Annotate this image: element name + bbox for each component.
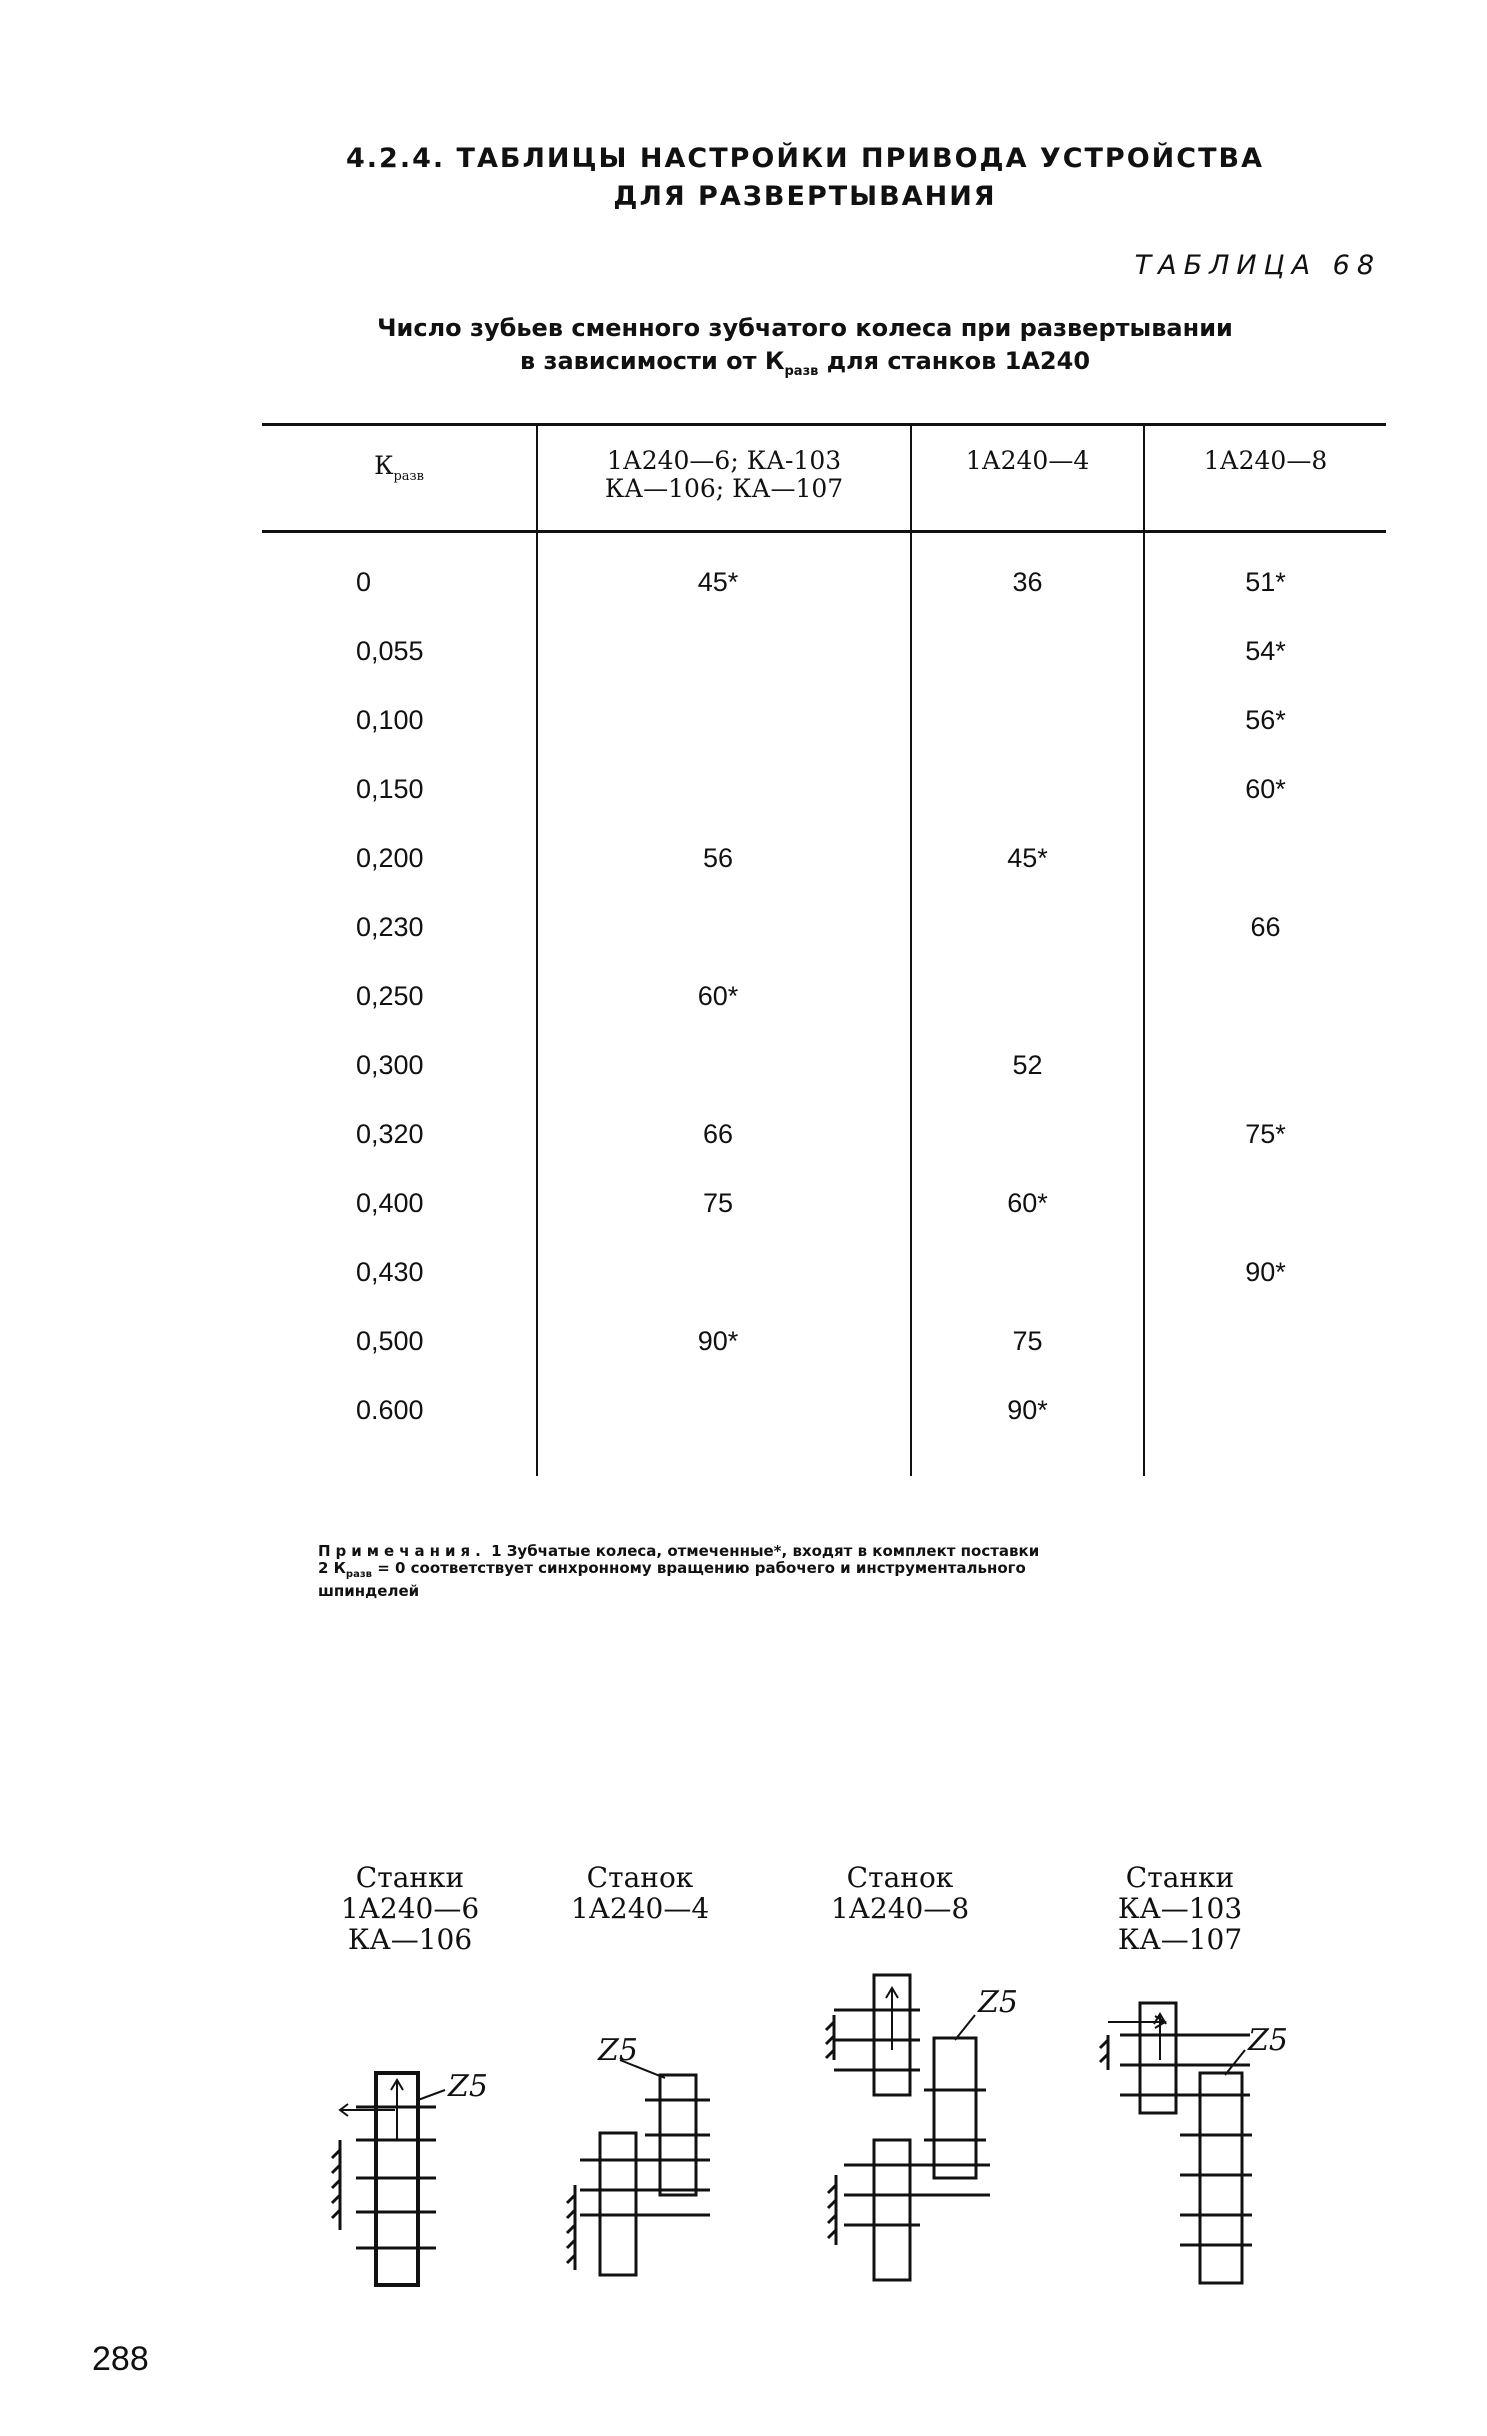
table-cell-c1: 60*: [697, 981, 739, 1011]
machine-caption-2: Станок 1А240—4: [570, 1861, 710, 1925]
table-cell-k: 0,100: [356, 705, 424, 735]
z5-label-2: Z5: [598, 2033, 638, 2068]
gear-diagram-3: [826, 1975, 990, 2280]
header-col1: 1А240—6; КА-103 КА—106; КА—107: [604, 446, 844, 503]
gear-diagram-1: [332, 2073, 445, 2285]
table-cell-c2: 75: [1012, 1326, 1043, 1356]
section-heading-line1: 4.2.4. ТАБЛИЦЫ НАСТРОЙКИ ПРИВОДА УСТРОЙСТВА: [346, 143, 1264, 174]
table-cell-k: 0: [356, 567, 372, 597]
table-cell-c3: 56*: [1245, 705, 1286, 735]
table-cell-c1: 75: [702, 1188, 734, 1218]
table-cell-c3: 51*: [1245, 567, 1286, 597]
table-cell-k: 0.600: [356, 1395, 424, 1425]
note-line2: 2 $К_{разв} = 0$ соответствует синхронному вращению рабочего и инструментального: [318, 1559, 1026, 1580]
machine-caption-1: Станки 1А240—6 КА—106: [340, 1861, 480, 1956]
table-cell-k: 0,320: [356, 1119, 424, 1149]
table-cell-c3: 60*: [1245, 774, 1286, 804]
machine-caption-4: Станки КА—103 КА—107: [1117, 1861, 1243, 1956]
table-number-label: ТАБЛИЦА 68: [1134, 250, 1381, 281]
table-cell-k: 0,500: [356, 1326, 424, 1356]
table-cell-c1: 90*: [697, 1326, 739, 1356]
table-cell-c3: 75*: [1245, 1119, 1286, 1149]
header-col3: 1А240—8: [1203, 446, 1328, 475]
gear-diagram-2: [567, 2060, 710, 2275]
z5-label-3: Z5: [978, 1985, 1018, 2020]
table-cell-k: 0,250: [356, 981, 424, 1011]
table-cell-c2: 52: [1012, 1050, 1043, 1080]
table-cell-k: 0,150: [356, 774, 424, 804]
table-cell-c2: 60*: [1007, 1188, 1048, 1218]
z5-label-4: Z5: [1248, 2023, 1288, 2058]
table-cell-k: 0,300: [356, 1050, 424, 1080]
table-cell-c2: 45*: [1007, 843, 1048, 873]
table-cell-c1: 45*: [697, 567, 739, 597]
note-line3: шпинделей: [318, 1582, 420, 1600]
header-k: $К_{разв}$: [374, 451, 424, 484]
table-cell-c2: 90*: [1007, 1395, 1048, 1425]
table-cell-k: 0,400: [356, 1188, 424, 1218]
header-col2: 1А240—4: [965, 446, 1090, 475]
z5-label-1: Z5: [448, 2069, 488, 2104]
table-cell-k: 0,430: [356, 1257, 424, 1287]
table-cell-c3: 90*: [1245, 1257, 1286, 1287]
table-cell-c1: 56: [702, 843, 734, 873]
table-caption-line1: Число зубьев сменного зубчатого колеса при развертывании: [377, 314, 1233, 342]
table-cell-k: 0,055: [356, 636, 424, 666]
table-cell-k: 0,230: [356, 912, 424, 942]
page-number: 288: [92, 2340, 149, 2378]
section-heading-line2: ДЛЯ РАЗВЕРТЫВАНИЯ: [613, 181, 997, 212]
table-cell-c3: 54*: [1245, 636, 1286, 666]
table-caption-line2: в зависимости от $К_{разв}$ для станков 1А240: [519, 347, 1091, 379]
note-line1: Примечания. 1 Зубчатые колеса, отмеченные*, входят в комплект поставки: [318, 1542, 1040, 1560]
machine-caption-3: Станок 1А240—8: [830, 1861, 970, 1925]
gear-diagram-4: [1100, 2003, 1252, 2283]
table-cell-c2: 36: [1012, 567, 1043, 597]
table-cell-c3: 66: [1250, 912, 1281, 942]
table-cell-c1: 66: [702, 1119, 734, 1149]
table-cell-k: 0,200: [356, 843, 424, 873]
